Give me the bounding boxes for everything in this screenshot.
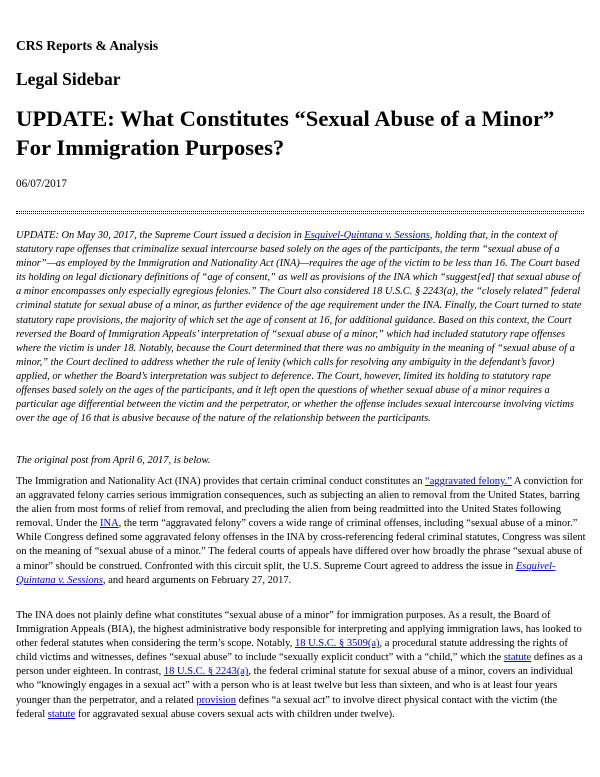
para1-text-4: , and heard arguments on February 27, 2017. xyxy=(103,574,292,586)
update-paragraph xyxy=(16,229,584,426)
sidebar-label: Legal Sidebar xyxy=(16,69,121,89)
aggravated-felony-link[interactable]: “aggravated felony.” xyxy=(425,476,512,487)
esquivel-quintana-link[interactable]: Esquivel-Quintana v. Sessions xyxy=(304,230,430,241)
para2-text-2: , a procedural statute addressing the rights of child victims and witnesses, defines “sexual abuse” to include “sexually explicit conduct” with a “child,” which the xyxy=(16,638,568,664)
usc-3509a-link[interactable]: 18 U.S.C. § 3509(a) xyxy=(294,638,380,650)
para2-text-4: , the federal criminal statute for sexual abuse of a minor, covers an individual who “knowingly engages in a sexual act” with a person who is at least twelve but less than sixteen, and who is at least four years younger than the perpetrator, and a related xyxy=(16,666,574,706)
update-text-2: , holding that, in the context of statutory rape offenses that criminalize sexual intercourse based solely on the ages of the participants, the term “sexual abuse of a minor”—as employed by the Immigration and Nationality Act (INA)—requires the age of the victim to be less than 16. The Court based its holding on legal dictionary definitions of “age of consent,” as well as provisions of the INA which “suggest[ed] that sexual abuse of a minor encompasses only especially egregious felonies.” The Court also considered 18 U.S.C. § 2243(a), the “closely related” federal criminal statute for sexual abuse of a minor, as further evidence of the age requirement under the INA. Finally, the Court turned to state statutory rape provisions, the majority of which set the age of consent at 16, for additional guidance. Based on this context, the Court reversed the Board of Immigration Appeals’ interpretation of “sexual abuse of a minor,” which had included statutory rape offenses where the victim is under 18. Notably, because the Court determined that there was no ambiguity in the meaning of “sexual abuse of a minor,” the Court declined to address whether the rule of lenity (which calls for resolving any ambiguity in the defendant’s favor) applied, or whether the Board’s interpretation was subject to deference. The Court, however, limited its holding to statutory rape offenses based solely on the ages of the participants, and it left open the questions of whether sexual abuse of a minor requires a particular age differential between the victim and the perpetrator, or whether the offense includes sexual intercourse involving victims over the age of 16 that is abusive because of the nature of the relationship between the participants. xyxy=(16,230,582,425)
para2-text-3: defines as a person under eighteen. In contrast, xyxy=(16,652,583,678)
para2-text-1: The INA does not plainly define what constitutes “sexual abuse of a minor” for immigration purposes. As a result, the Board of Immigration Appeals (BIA), the highest administrative body responsible for interpreting and applying immigration laws, has looked to other federal statutes when considering the term’s scope. Notably, xyxy=(16,610,582,650)
original-post-note: The original post from April 6, 2017, is below. xyxy=(16,455,211,466)
provision-link[interactable]: provision xyxy=(196,694,237,706)
update-text-1: UPDATE: On May 30, 2017, the Supreme Court issued a decision in xyxy=(16,230,305,241)
statute-link-2[interactable]: statute xyxy=(47,708,76,720)
series-label: CRS Reports & Analysis xyxy=(16,38,159,53)
usc-2243a-link[interactable]: 18 U.S.C. § 2243(a) xyxy=(163,666,249,678)
divider-line-secondary xyxy=(16,213,584,214)
para1-text-3: , the term “aggravated felony” covers a wide range of criminal offenses, including “sexual abuse of a minor.” While Congress defined some aggravated felony offenses in the INA by cross-referencing federal criminal statutes, Congress was silent on the meaning of “sexual abuse of a minor.” The federal courts of appeals have differed over how broadly the phrase “sexual abuse of a minor” should be construed. Confronted with this circuit split, the U.S. Supreme Court agreed to address the issue in xyxy=(16,518,586,572)
para2-text-5: defines “a sexual act” to involve direct physical contact with the victim (the federal xyxy=(16,694,558,720)
paragraph-2 xyxy=(16,609,586,722)
paragraph-1 xyxy=(16,475,586,588)
para1-text-1: The Immigration and Nationality Act (INA) provides that certain criminal conduct constitutes an xyxy=(16,476,426,487)
esquivel-quintana-case-link[interactable]: Esquivel-Quintana v. Sessions xyxy=(16,560,556,586)
para2-text-6: for aggravated sexual abuse covers sexual acts with children under twelve). xyxy=(75,708,395,720)
statute-link-1[interactable]: statute xyxy=(503,652,532,664)
publication-date: 06/07/2017 xyxy=(16,178,67,190)
para1-text-2: A conviction for an aggravated felony carries serious immigration consequences, such as subjecting an alien to removal from the United States, barring the alien from most forms of relief from removal, and precluding the alien from being readmitted into the United States following removal. Under the xyxy=(16,476,583,530)
page-title: UPDATE: What Constitutes “Sexual Abuse of a Minor” For Immigration Purposes? xyxy=(16,106,555,160)
ina-link[interactable]: INA xyxy=(99,518,119,530)
divider-line xyxy=(16,211,584,212)
